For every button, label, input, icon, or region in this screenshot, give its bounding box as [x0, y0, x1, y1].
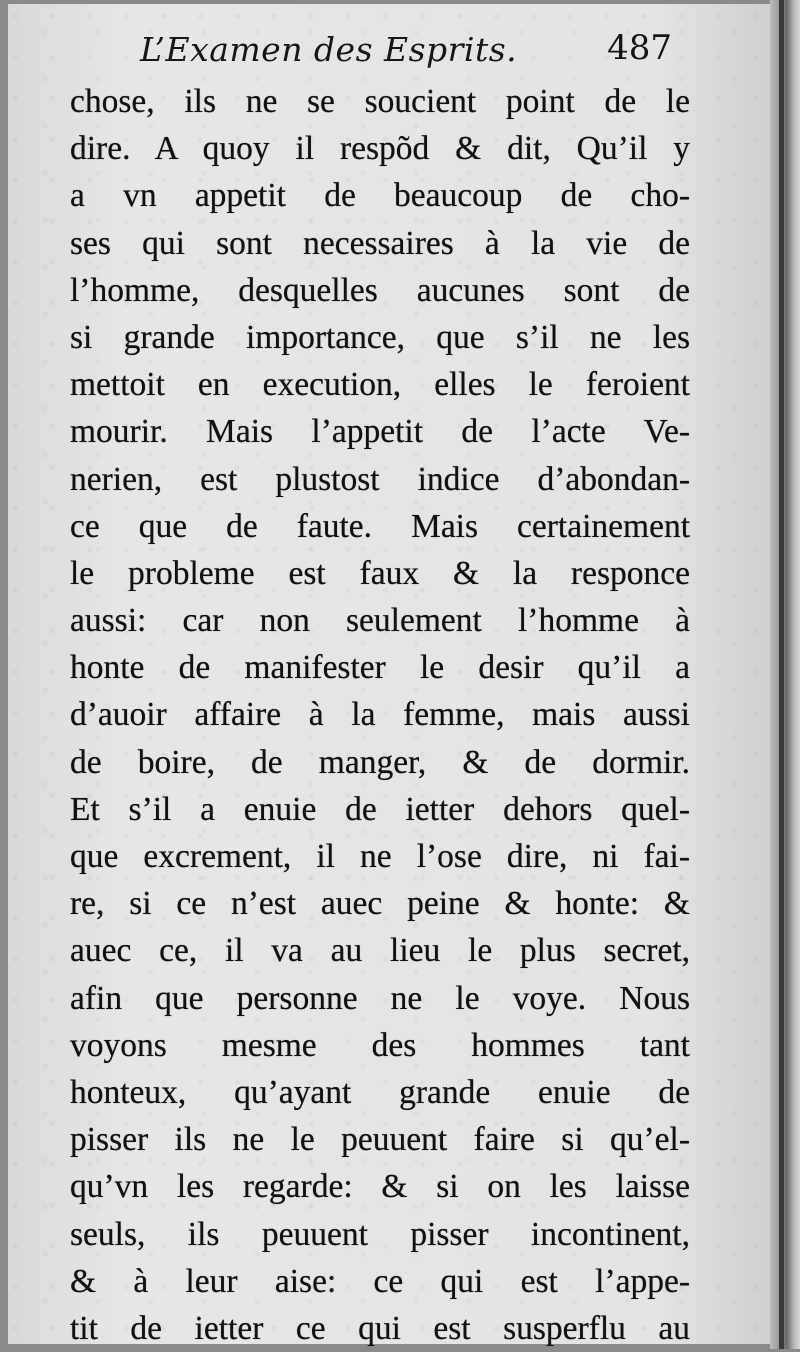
text-line: de boire, de manger, & de dormir. — [70, 743, 690, 781]
text-line: mettoit en execution, elles le feroient — [70, 366, 690, 404]
text-line: que excrement, il ne l’ose dire, ni fai- — [70, 838, 690, 875]
text-line: ses qui sont necessaires à la vie de — [70, 224, 690, 262]
book-spine-shadow — [770, 0, 800, 1349]
text-line: & à leur aise: ce qui est l’appe- — [70, 1262, 690, 1300]
text-line: d’auoir affaire à la femme, mais aussi — [70, 696, 690, 734]
text-line: le probleme est faux & la responce — [70, 554, 690, 592]
text-line: dire. A quoy il respõd & dit, Qu’il y — [70, 130, 690, 168]
text-line: pisser ils ne le peuuent faire si qu’el- — [70, 1121, 690, 1159]
text-line: chose, ils ne se soucient point de le — [70, 83, 690, 120]
text-line: honteux, qu’ayant grande enuie de — [70, 1073, 690, 1111]
text-line: Et s’il a enuie de ietter dehors quel- — [70, 790, 690, 828]
text-line: ce que de faute. Mais certainement — [70, 507, 690, 545]
text-line: auec ce, il va au lieu le plus secret, — [70, 932, 690, 970]
text-line: re, si ce n’est auec peine & honte: & — [70, 885, 690, 923]
book-gutter-edge — [779, 0, 784, 1349]
page-number: 487 — [607, 28, 672, 68]
text-line: a vn appetit de beaucoup de cho- — [70, 177, 690, 215]
running-title: L’Examen des Esprits. — [140, 30, 518, 69]
text-line: l’homme, desquelles aucunes sont de — [70, 271, 690, 309]
page-header — [140, 28, 680, 78]
text-line: honte de manifester le desir qu’il a — [70, 649, 690, 687]
text-line: tit de ietter ce qui est susperflu au — [70, 1309, 690, 1347]
text-line: voyons mesme des hommes tant — [70, 1026, 690, 1064]
text-line: afin que personne ne le voye. Nous — [70, 979, 690, 1017]
text-line: aussi: car non seulement l’homme à — [70, 602, 690, 640]
body-text — [70, 78, 690, 1352]
text-line: si grande importance, que s’il ne les — [70, 318, 690, 356]
text-line: mourir. Mais l’appetit de l’acte Ve- — [70, 413, 690, 451]
text-line: seuls, ils peuuent pisser incontinent, — [70, 1215, 690, 1253]
text-line: nerien, est plustost indice d’abondan- — [70, 460, 690, 498]
text-line: qu’vn les regarde: & si on les laisse — [70, 1168, 690, 1206]
